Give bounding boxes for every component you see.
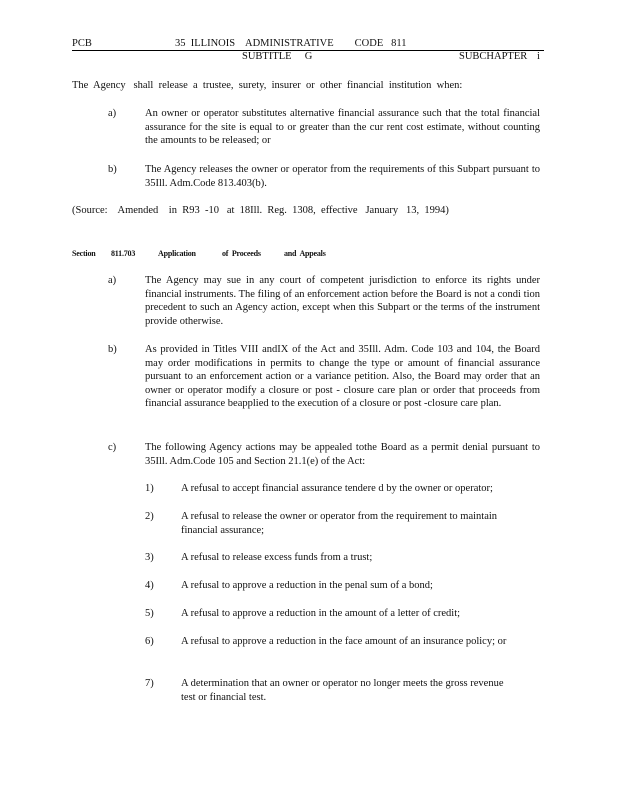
section-title-part: and Appeals <box>284 249 326 258</box>
section-item-a: The Agency may sue in any court of competent jurisdiction to enforce its rights under financial instruments. The filing of an enforcement action before the Board is not a condi tion precedent to such an Agency action, except when this Subpart or the terms of the instrument provide otherwise. <box>145 275 540 327</box>
section-number: 811.703 <box>111 249 136 258</box>
section-item-b: As provided in Titles VIII andIX of the Act and 35Ill. Adm. Code 103 and 104, the Board may order modifications in permits to change the type or amount of financial assurance pursuant to an enforcement action or a variance petition. Also, the Board may order that an owner or operator modify a closure or post - closure care plan or order that proceeds from financial assurance beapplied to the execution of a closure or post -closure care plan. <box>145 344 540 409</box>
section-label: Section <box>72 249 96 258</box>
appeal-item: A refusal to release the owner or operator from the requirement to maintain financial assurance; <box>181 511 498 536</box>
appeal-item: A refusal to release excess funds from a trust; <box>181 552 373 563</box>
subitem-label: 6) <box>145 636 154 647</box>
appeal-item: A refusal to accept financial assurance tendere d by the owner or operator; <box>181 483 493 494</box>
subitem-label: 2) <box>145 511 154 522</box>
header-subchapter: SUBCHAPTER <box>459 51 528 62</box>
intro-paragraph: The Agency shall release a trustee, surety, insurer or other financial institution when: <box>72 80 463 91</box>
subitem-label: 1) <box>145 483 154 494</box>
header-subchapter-letter: i <box>537 51 540 62</box>
subitem-label: 7) <box>145 678 154 689</box>
release-item-b: The Agency releases the owner or operator from the requirements of this Subpart pursuant to 35Ill. Adm.Code 813.403(b). <box>145 164 540 189</box>
appeal-item: A refusal to approve a reduction in the penal sum of a bond; <box>181 580 433 591</box>
appeal-item: A determination that an owner or operator no longer meets the gross revenue test or financial test. <box>181 678 504 703</box>
appeal-item: A refusal to approve a reduction in the amount of a letter of credit; <box>181 608 461 619</box>
item-label: b) <box>108 344 117 355</box>
appeal-item: A refusal to approve a reduction in the face amount of an insurance policy; or <box>181 636 507 647</box>
item-label: a) <box>108 108 117 119</box>
section-item-c: The following Agency actions may be appealed tothe Board as a permit denial pursuant to 35Ill. Adm.Code 105 and Section 21.1(e) of the Act: <box>145 442 540 467</box>
source-note: (Source: Amended in R93 -10 at 18Ill. Reg. 1308, effective January 13, 1994) <box>72 205 449 216</box>
header-title: 35 ILLINOIS ADMINISTRATIVE CODE 811 <box>175 38 407 49</box>
subitem-label: 3) <box>145 552 154 563</box>
item-label: c) <box>108 442 117 453</box>
header-subtitle: SUBTITLE G <box>242 51 313 62</box>
section-title-part: of Proceeds <box>222 249 261 258</box>
header-left: PCB <box>72 38 92 49</box>
subitem-label: 4) <box>145 580 154 591</box>
section-title-part: Application <box>158 249 196 258</box>
release-item-a: An owner or operator substitutes alternative financial assurance such that the total financial assurance for the site is equal to or greater than the cur rent cost estimate, without counting the amounts to be released; or <box>145 108 540 146</box>
item-label: a) <box>108 275 117 286</box>
subitem-label: 5) <box>145 608 154 619</box>
item-label: b) <box>108 164 117 175</box>
